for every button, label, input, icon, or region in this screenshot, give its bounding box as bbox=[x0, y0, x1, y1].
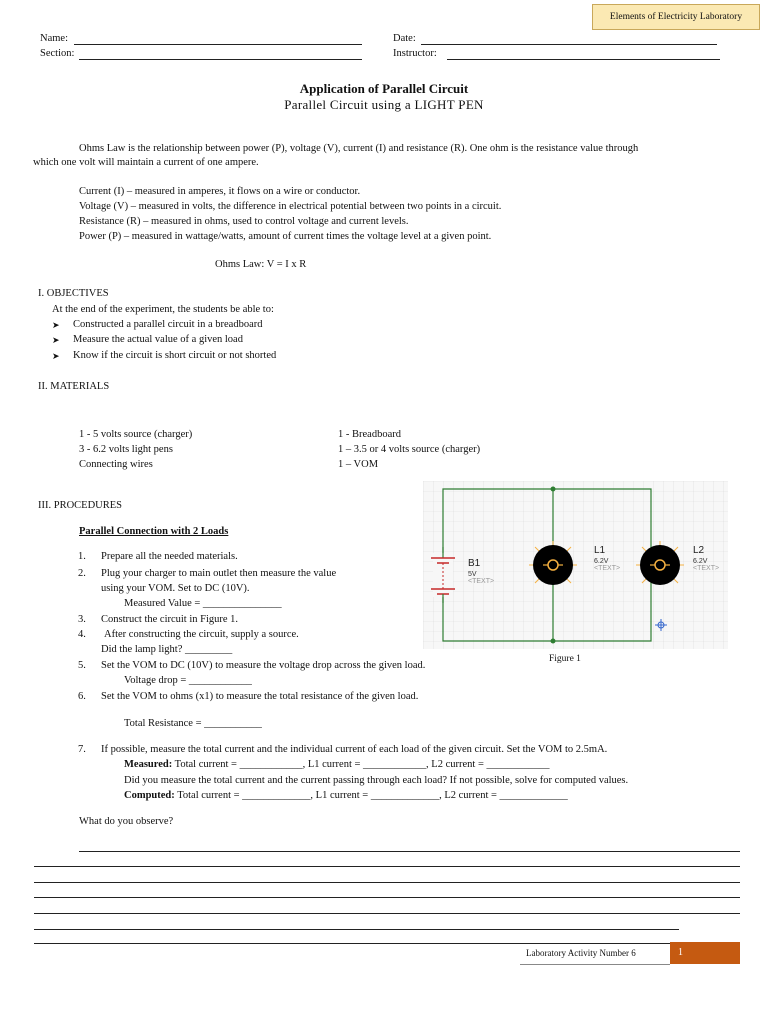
objectives-intro: At the end of the experiment, the students be able to: bbox=[52, 304, 274, 315]
measured-value-field[interactable]: Measured Value = _______________ bbox=[124, 598, 282, 609]
step-1: Prepare all the needed materials. bbox=[101, 551, 238, 562]
objective-item: Measure the actual value of a given load bbox=[73, 334, 243, 345]
definition-current: Current (I) – measured in amperes, it flows on a wire or conductor. bbox=[79, 186, 361, 197]
junction-dot bbox=[551, 639, 556, 644]
material-item: 1 – 3.5 or 4 volts source (charger) bbox=[338, 444, 481, 455]
arrow-bullet-icon: ➤ bbox=[52, 320, 60, 330]
step-2: Plug your charger to main outlet then measure the value bbox=[101, 568, 337, 579]
voltage-drop-field[interactable]: Voltage drop = ____________ bbox=[124, 675, 252, 686]
instructor-label: Instructor: bbox=[393, 48, 437, 59]
material-item: 1 – VOM bbox=[338, 459, 379, 470]
step-7-question: Did you measure the total current and the current passing through each load? If not possible, solve for computed values. bbox=[124, 775, 629, 786]
answer-line[interactable] bbox=[34, 882, 740, 883]
b1-text: <TEXT> bbox=[468, 578, 495, 585]
material-item: 3 - 6.2 volts light pens bbox=[79, 444, 173, 455]
computed-line[interactable] bbox=[124, 790, 568, 801]
material-item: 1 - Breadboard bbox=[338, 429, 401, 440]
answer-line[interactable] bbox=[79, 851, 740, 852]
arrow-bullet-icon: ➤ bbox=[52, 351, 60, 361]
circuit-diagram bbox=[423, 481, 728, 649]
material-item: 1 - 5 volts source (charger) bbox=[79, 429, 193, 440]
l2-text: <TEXT> bbox=[693, 565, 720, 572]
step-number: 1. bbox=[78, 551, 86, 562]
answer-line[interactable] bbox=[34, 913, 740, 914]
step-5: Set the VOM to DC (10V) to measure the voltage drop across the given load. bbox=[101, 660, 426, 671]
procedures-subheading: Parallel Connection with 2 Loads bbox=[79, 526, 229, 537]
step-number: 3. bbox=[78, 614, 86, 625]
b1-value: 5V bbox=[468, 571, 477, 578]
step-4: After constructing the circuit, supply a source. bbox=[104, 629, 299, 640]
step-7: If possible, measure the total current and the individual current of each load of the given circuit. Set the VOM to 2.5mA. bbox=[101, 744, 608, 755]
date-label: Date: bbox=[393, 33, 416, 44]
step-2-cont: using your VOM. Set to DC (10V). bbox=[101, 583, 250, 594]
step-6: Set the VOM to ohms (x1) to measure the total resistance of the given load. bbox=[101, 691, 419, 702]
objectives-heading: I. OBJECTIVES bbox=[38, 288, 109, 299]
section-label: Section: bbox=[40, 48, 75, 59]
instructor-field[interactable] bbox=[447, 59, 720, 60]
page-title: Application of Parallel Circuit bbox=[299, 81, 469, 96]
ohms-law: Ohms Law: V = I x R bbox=[215, 259, 307, 270]
l2-label: L2 bbox=[693, 545, 705, 556]
definition-resistance: Resistance (R) – measured in ohms, used to control voltage and current levels. bbox=[79, 216, 409, 227]
computed-fields: Total current = _____________, L1 current = _____________, L2 current = _____________ bbox=[174, 790, 568, 801]
page-subtitle: Parallel Circuit using a LIGHT PEN bbox=[284, 97, 484, 112]
answer-line[interactable] bbox=[34, 929, 679, 930]
section-field[interactable] bbox=[79, 59, 362, 60]
footer-rule bbox=[520, 964, 670, 965]
answer-line[interactable] bbox=[34, 897, 740, 898]
footer-label: Laboratory Activity Number 6 bbox=[526, 948, 636, 958]
materials-heading: II. MATERIALS bbox=[38, 381, 110, 392]
intro-line-2: which one volt will maintain a current of one ampere. bbox=[33, 157, 259, 168]
step-number: 7. bbox=[78, 744, 86, 755]
b1-label: B1 bbox=[468, 558, 481, 569]
figure-1-circuit bbox=[423, 481, 728, 649]
date-field[interactable] bbox=[421, 44, 717, 45]
procedures-heading: III. PROCEDURES bbox=[38, 500, 123, 511]
definition-voltage: Voltage (V) – measured in volts, the difference in electrical potential between two points in a circuit. bbox=[79, 201, 502, 212]
answer-line[interactable] bbox=[34, 943, 670, 944]
intro-line-1: Ohms Law is the relationship between power (P), voltage (V), current (I) and resistance (R). One ohm is the resistance value through bbox=[79, 143, 639, 154]
l1-value: 6.2V bbox=[594, 558, 609, 565]
header-tag: Elements of Electricity Laboratory bbox=[592, 4, 760, 30]
lamp-light-field[interactable]: Did the lamp light? _________ bbox=[101, 644, 233, 655]
page-number: 1 bbox=[670, 942, 740, 964]
computed-label: Computed: bbox=[124, 790, 175, 801]
measured-line[interactable] bbox=[124, 759, 550, 770]
objective-item: Know if the circuit is short circuit or not shorted bbox=[73, 350, 277, 361]
measured-label: Measured: bbox=[124, 759, 173, 770]
l1-text: <TEXT> bbox=[594, 565, 621, 572]
l1-label: L1 bbox=[594, 545, 606, 556]
step-number: 2. bbox=[78, 568, 86, 579]
name-label: Name: bbox=[40, 33, 68, 44]
battery-b1-icon bbox=[431, 547, 455, 603]
definition-power: Power (P) – measured in wattage/watts, amount of current times the voltage level at a given point. bbox=[79, 231, 492, 242]
step-3: Construct the circuit in Figure 1. bbox=[101, 614, 239, 625]
l2-value: 6.2V bbox=[693, 558, 708, 565]
answer-line[interactable] bbox=[34, 866, 740, 867]
objective-item: Constructed a parallel circuit in a breadboard bbox=[73, 319, 263, 330]
arrow-bullet-icon: ➤ bbox=[52, 335, 60, 345]
step-number: 5. bbox=[78, 660, 86, 671]
step-number: 6. bbox=[78, 691, 86, 702]
observe-prompt: What do you observe? bbox=[79, 816, 174, 827]
name-field[interactable] bbox=[74, 44, 362, 45]
junction-dot bbox=[551, 487, 556, 492]
step-number: 4. bbox=[78, 629, 86, 640]
figure-caption: Figure 1 bbox=[549, 654, 581, 664]
total-resistance-field[interactable]: Total Resistance = ___________ bbox=[124, 718, 262, 729]
measured-fields: Total current = ____________, L1 current = ____________, L2 current = ____________ bbox=[172, 759, 550, 770]
material-item: Connecting wires bbox=[79, 459, 153, 470]
